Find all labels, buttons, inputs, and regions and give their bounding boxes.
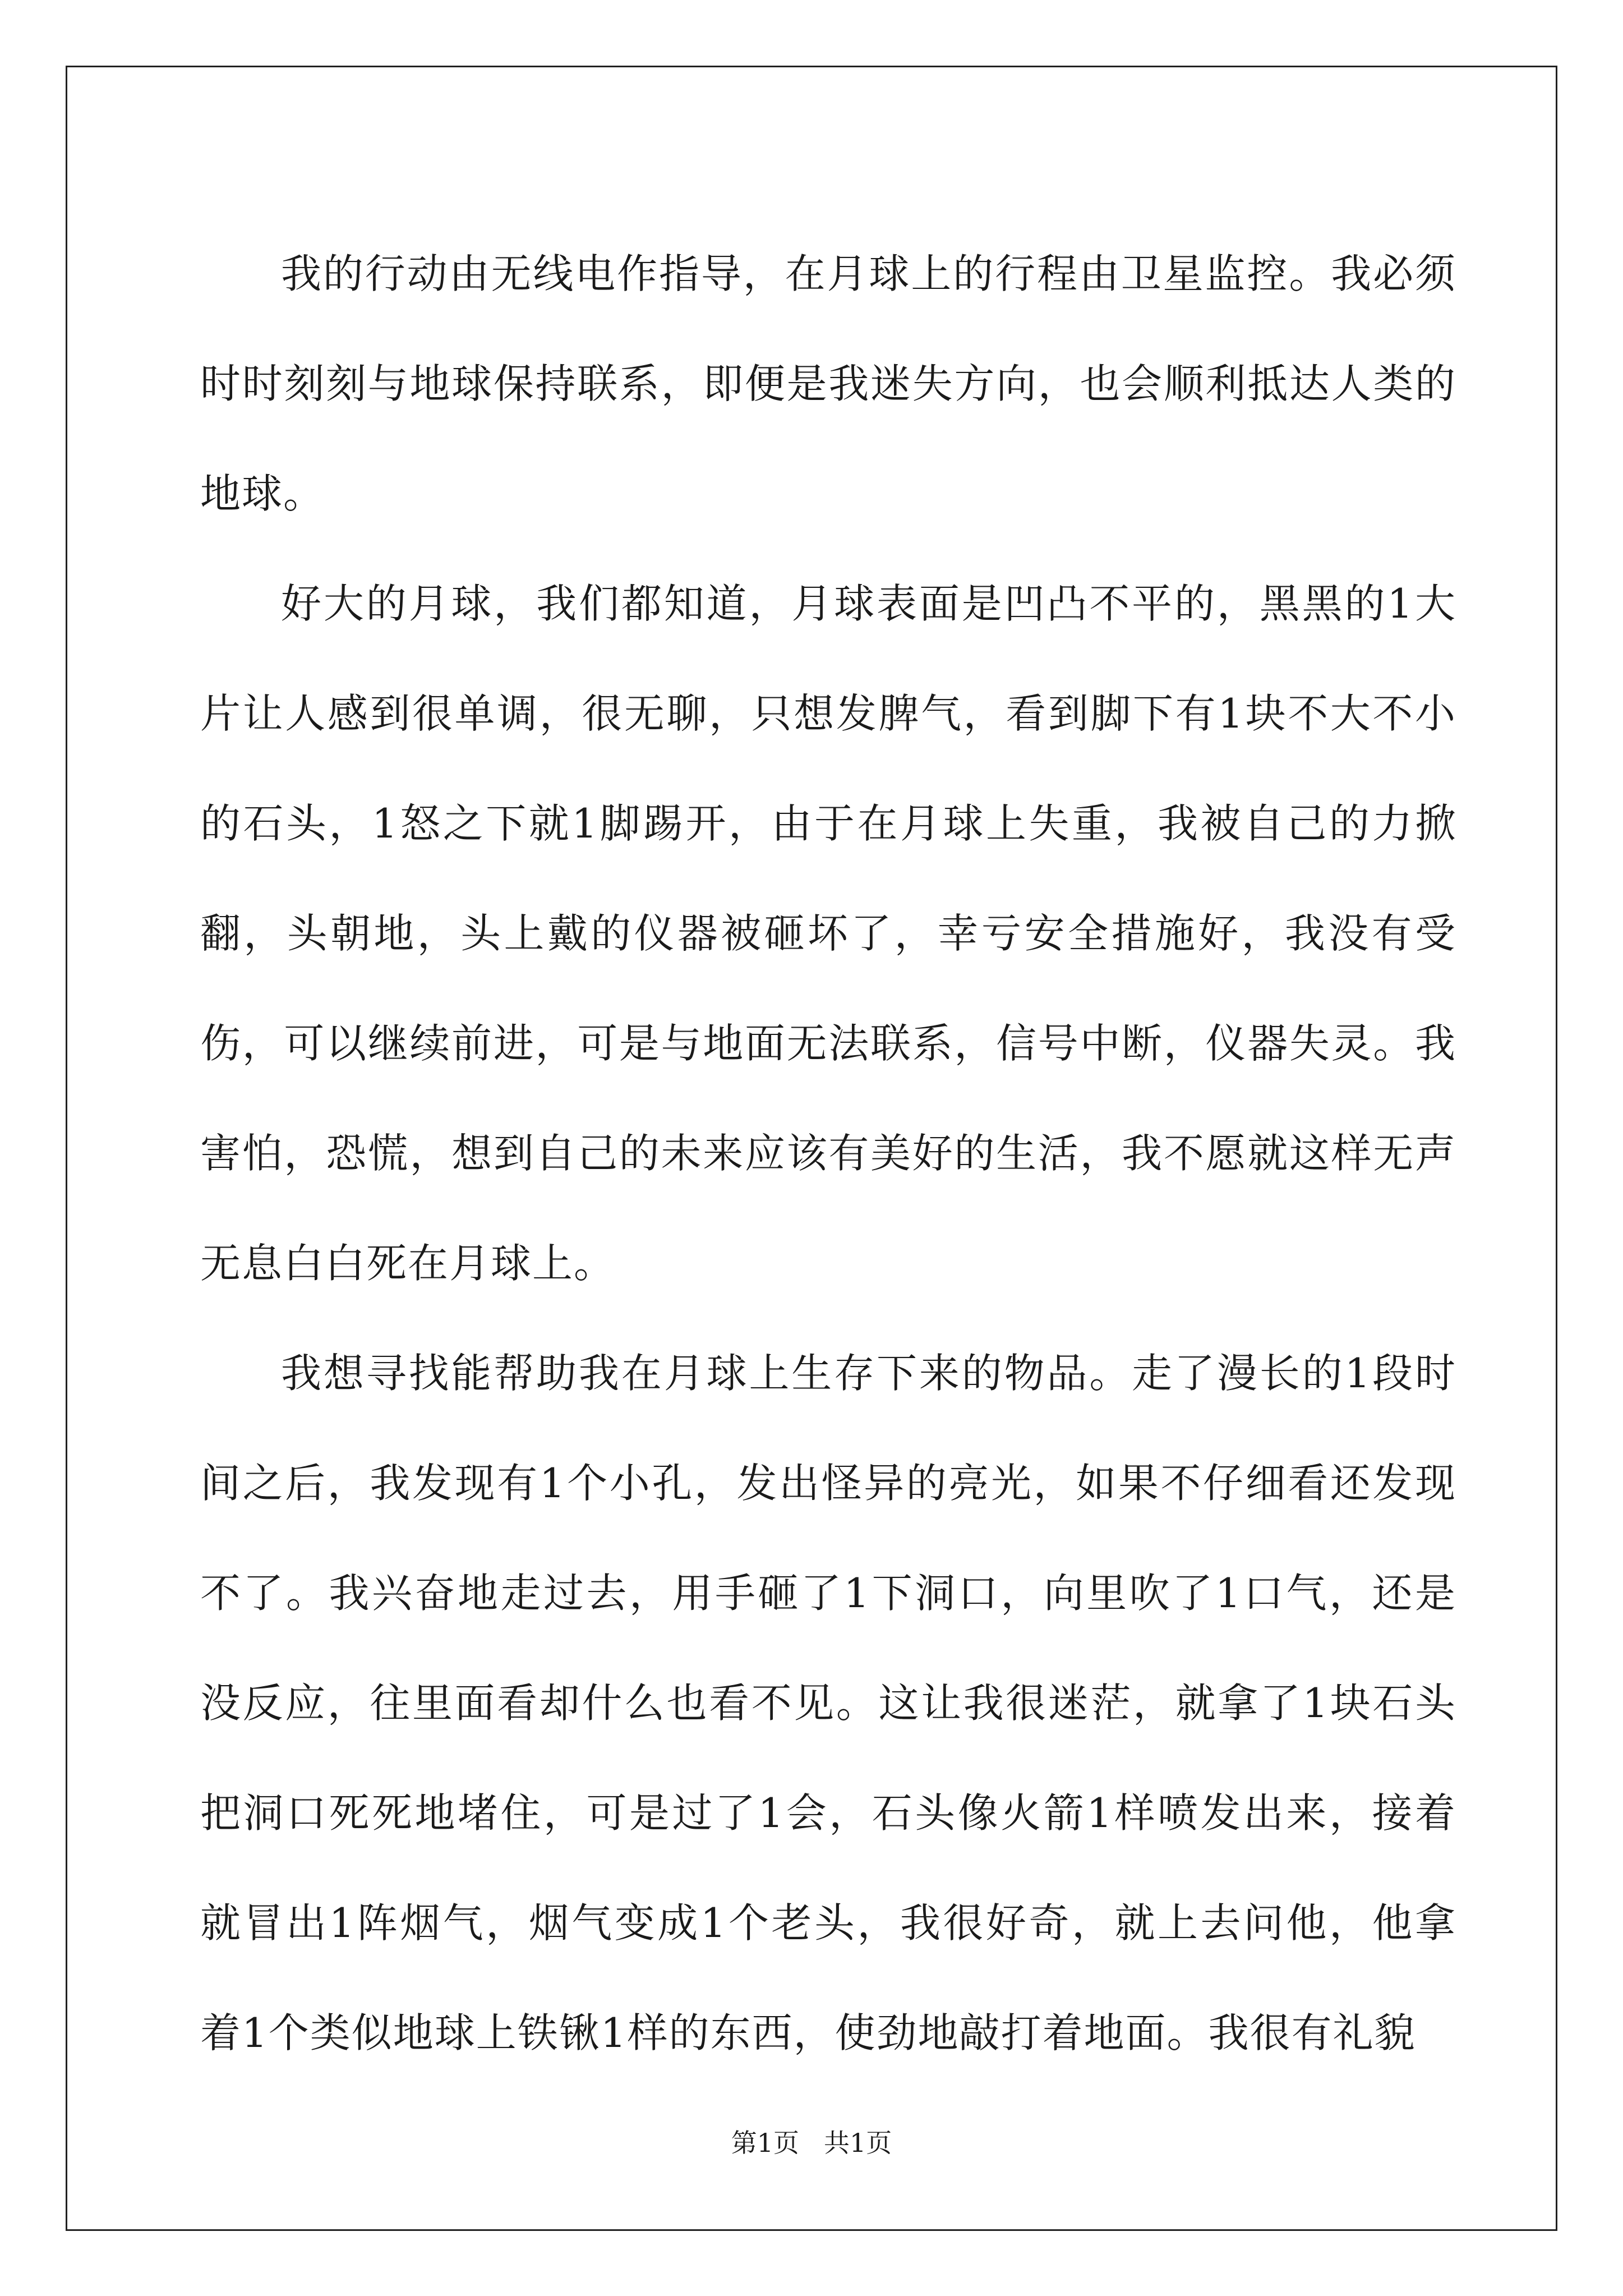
paragraph-1: 我的行动由无线电作指导，在月球上的行程由卫星监控。我必须时时刻刻与地球保持联系，即便是我迷失方向，也会顺利抵达人类的地球。 <box>200 250 1456 517</box>
paragraph-3: 我想寻找能帮助我在月球上生存下来的物品。走了漫长的1段时间之后，我发现有1个小孔，发出怪异的亮光，如果不仔细看还发现不了。我兴奋地走过去，用手砸了1下洞口，向里吹了1口气，还是没反应，往里面看却什么也看不见。这让我很迷茫，就拿了1块石头把洞口死死地堵住，可是过了1会，石头像火箭1样喷发出来，接着就冒出1阵烟气，烟气变成1个老头，我很好奇，就上去问他，他拿着1个类似地球上铁锹1样的东西，使劲地敲打着地面。我很有礼貌 <box>200 1350 1456 2056</box>
page-number-total: 共1页 <box>823 2128 892 2158</box>
page-footer <box>0 2126 1623 2160</box>
document-body <box>200 219 1456 2088</box>
page-number-current: 第1页 <box>731 2128 800 2158</box>
paragraph-2: 好大的月球，我们都知道，月球表面是凹凸不平的，黑黑的1大片让人感到很单调，很无聊，只想发脾气，看到脚下有1块不大不小的石头，1怒之下就1脚踢开，由于在月球上失重，我被自己的力掀翻，头朝地，头上戴的仪器被砸坏了，幸亏安全措施好，我没有受伤，可以继续前进，可是与地面无法联系，信号中断，仪器失灵。我害怕，恐慌，想到自己的未来应该有美好的生活，我不愿就这样无声无息白白死在月球上。 <box>200 580 1456 1287</box>
